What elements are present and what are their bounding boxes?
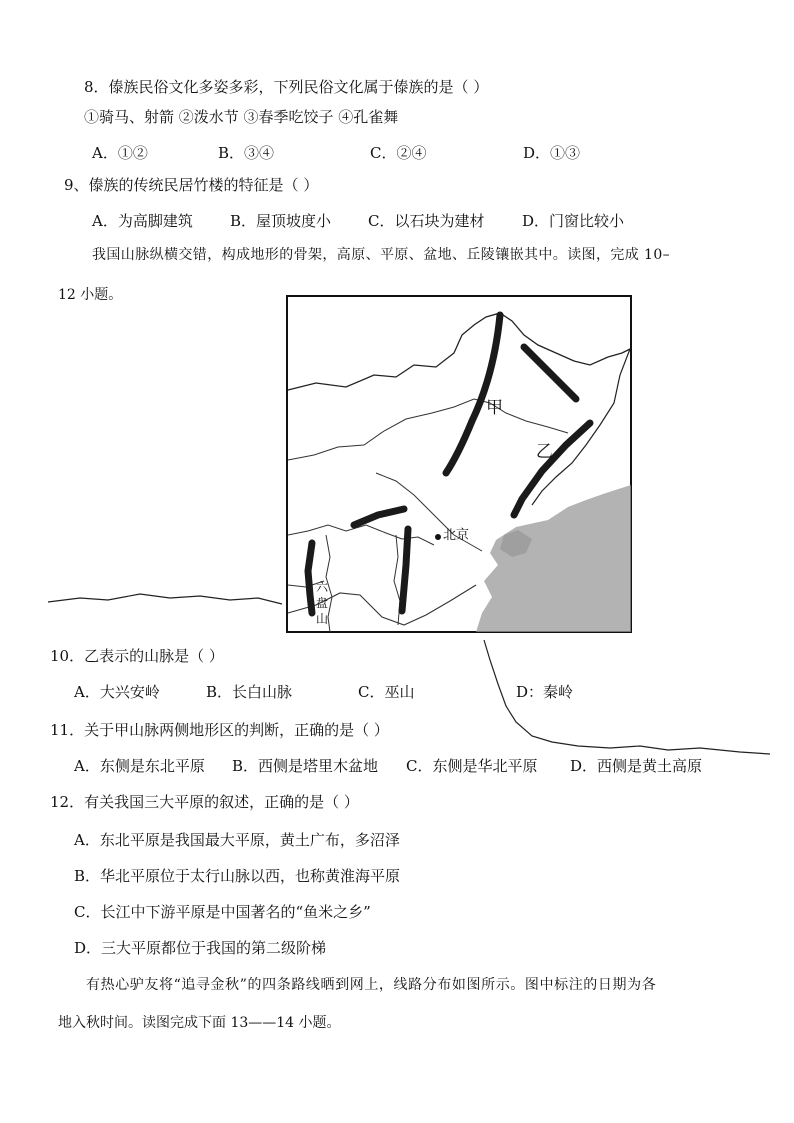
q11-option-d: D．西侧是黄土高原 bbox=[570, 757, 703, 775]
q12-option-d: D．三大平原都位于我国的第二级阶梯 bbox=[74, 939, 327, 957]
label-liupan-3: 山 bbox=[316, 612, 329, 626]
intro-13-14-line1: 有热心驴友将“追寻金秋”的四条路线晒到网上，线路分布如图所示。图中标注的日期为各 bbox=[86, 977, 657, 993]
q10-stem: 10．乙表示的山脉是（ ） bbox=[50, 647, 224, 665]
q12-option-a: A．东北平原是我国最大平原，黄土广布，多沼泽 bbox=[74, 831, 400, 849]
q12-option-b: B．华北平原位于太行山脉以西，也称黄淮海平原 bbox=[74, 867, 401, 885]
label-liupan-1: 六 bbox=[316, 580, 329, 594]
intro-10-12-line2: 12 小题。 bbox=[58, 287, 123, 303]
beijing-marker bbox=[435, 534, 441, 540]
q8-option-c: C．②④ bbox=[370, 144, 427, 162]
map-figure bbox=[286, 295, 632, 633]
q10-option-d: D：秦岭 bbox=[516, 683, 574, 701]
q8-option-d: D．①③ bbox=[523, 144, 581, 162]
ridge-liupan bbox=[308, 543, 312, 613]
q9-option-d: D．门窗比较小 bbox=[522, 212, 625, 230]
label-liupan-2: 盘 bbox=[316, 596, 329, 610]
q9-stem: 9、傣族的传统民居竹楼的特征是（ ） bbox=[64, 176, 319, 194]
intro-13-14-line2: 地入秋时间。读图完成下面 13——14 小题。 bbox=[58, 1015, 341, 1031]
label-jia: 甲 bbox=[486, 398, 503, 418]
intro-10-12-line1: 我国山脉纵横交错，构成地形的骨架，高原、平原、盆地、丘陵镶嵌其中。读图，完成 10– bbox=[92, 247, 671, 263]
q8-items: ①骑马、射箭 ②泼水节 ③春季吃饺子 ④孔雀舞 bbox=[84, 108, 399, 126]
q9-option-b: B．屋顶坡度小 bbox=[230, 212, 332, 230]
q10-option-b: B．长白山脉 bbox=[206, 683, 293, 701]
q9-option-a: A．为高脚建筑 bbox=[92, 212, 193, 230]
q11-stem: 11．关于甲山脉两侧地形区的判断，正确的是（ ） bbox=[50, 721, 389, 739]
q9-option-c: C．以石块为建材 bbox=[368, 212, 485, 230]
q10-option-c: C．巫山 bbox=[358, 683, 415, 701]
q12-option-c: C．长江中下游平原是中国著名的“鱼米之乡” bbox=[74, 903, 371, 921]
label-beijing: 北京 bbox=[443, 528, 470, 543]
torn-edge-left bbox=[48, 594, 282, 604]
q8-option-a: A．①② bbox=[92, 144, 148, 162]
q12-stem: 12．有关我国三大平原的叙述，正确的是（ ） bbox=[50, 793, 359, 811]
q11-option-c: C．东侧是华北平原 bbox=[406, 757, 538, 775]
q8-stem: 8．傣族民俗文化多姿多彩，下列民俗文化属于傣族的是（ ） bbox=[84, 78, 489, 96]
q8-option-b: B．③④ bbox=[218, 144, 275, 162]
q10-option-a: A．大兴安岭 bbox=[74, 683, 160, 701]
q11-option-b: B．西侧是塔里木盆地 bbox=[232, 757, 379, 775]
label-yi: 乙 bbox=[536, 442, 553, 462]
q11-option-a: A．东侧是东北平原 bbox=[74, 757, 205, 775]
